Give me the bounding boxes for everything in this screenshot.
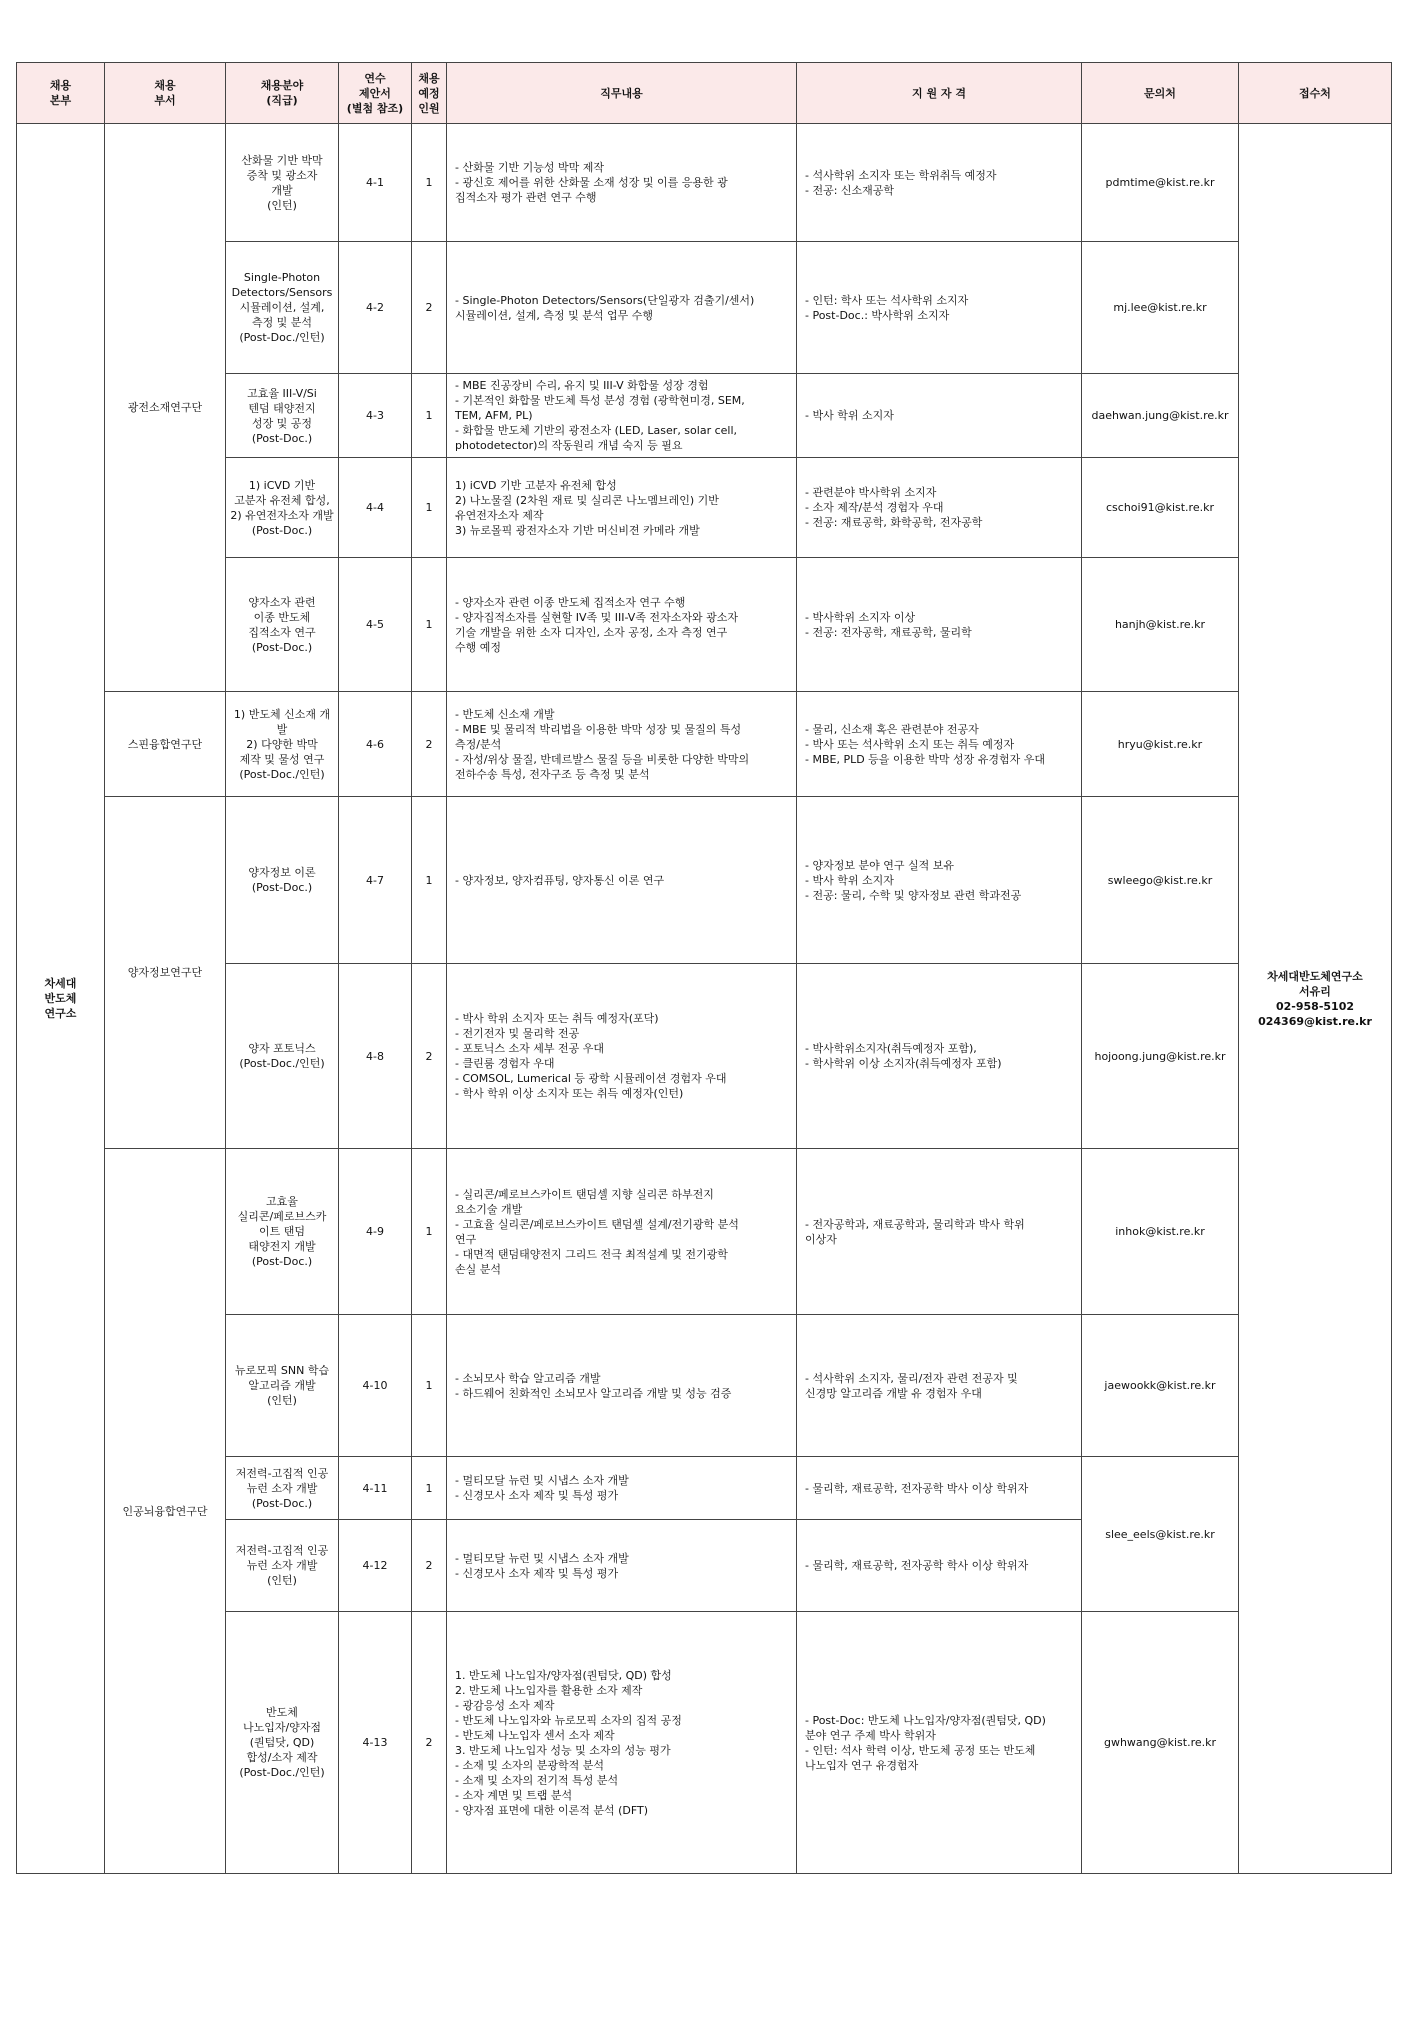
ref-cell: 4-10	[339, 1315, 412, 1457]
header-row	[17, 63, 1392, 124]
ref-cell: 4-5	[339, 558, 412, 692]
qual-cell: - 물리, 신소재 혹은 관련분야 전공자 - 박사 또는 석사학위 소지 또는 취득 예정자 - MBE, PLD 등을 이용한 박막 성장 유경험자 우대	[797, 692, 1082, 797]
contact-email[interactable]: hanjh@kist.re.kr	[1082, 558, 1239, 692]
qual-cell: - 석사학위 소지자, 물리/전자 관련 전공자 및 신경망 알고리즘 개발 유 경험자 우대	[797, 1315, 1082, 1457]
count-cell: 2	[412, 242, 447, 374]
ref-cell: 4-12	[339, 1520, 412, 1612]
count-cell: 1	[412, 1457, 447, 1520]
duty-cell: - 실리콘/페로브스카이트 탠덤셀 지향 실리콘 하부전지 요소기술 개발 - 고효율 실리콘/페로브스카이트 탠덤셀 설계/전기광학 분석 연구 - 대면적 탠덤태양전지 그리드 전극 최적설계 및 전기광학 손실 분석	[447, 1149, 797, 1315]
field-cell: 고효율 III-V/Si 텐덤 태양전지 성장 및 공정 (Post-Doc.)	[226, 374, 339, 458]
ref-cell: 4-4	[339, 458, 412, 558]
header-hq: 채용 본부	[17, 63, 105, 124]
header-count: 채용 예정 인원	[412, 63, 447, 124]
hq-cell: 차세대 반도체 연구소	[17, 124, 105, 1874]
field-cell: 1) 반도체 신소재 개발 2) 다양한 박막 제작 및 물성 연구 (Post-Doc./인턴)	[226, 692, 339, 797]
count-cell: 2	[412, 692, 447, 797]
qual-cell: - 양자정보 분야 연구 실적 보유 - 박사 학위 소지자 - 전공: 물리, 수학 및 양자정보 관련 학과전공	[797, 797, 1082, 964]
field-cell: 1) iCVD 기반 고분자 유전체 합성, 2) 유연전자소자 개발 (Post-Doc.)	[226, 458, 339, 558]
contact-email[interactable]: hojoong.jung@kist.re.kr	[1082, 964, 1239, 1149]
table-row	[17, 797, 1392, 964]
count-cell: 1	[412, 124, 447, 242]
qual-cell: - 인턴: 학사 또는 석사학위 소지자 - Post-Doc.: 박사학위 소지자	[797, 242, 1082, 374]
count-cell: 1	[412, 1315, 447, 1457]
ref-cell: 4-9	[339, 1149, 412, 1315]
header-duty: 직무내용	[447, 63, 797, 124]
field-cell: 양자정보 이론 (Post-Doc.)	[226, 797, 339, 964]
field-cell: 반도체 나노입자/양자점 (퀀텀닷, QD) 합성/소자 제작 (Post-Doc./인턴)	[226, 1612, 339, 1874]
table-row	[17, 692, 1392, 797]
field-cell: 뉴로모픽 SNN 학습 알고리즘 개발 (인턴)	[226, 1315, 339, 1457]
dept-cell: 인공뇌융합연구단	[105, 1149, 226, 1874]
contact-email[interactable]: swleego@kist.re.kr	[1082, 797, 1239, 964]
duty-cell: 1) iCVD 기반 고분자 유전체 합성 2) 나노물질 (2차원 재료 및 실리콘 나노멤브레인) 기반 유연전자소자 제작 3) 뉴로몰픽 광전자소자 기반 머신비젼 카메라 개발	[447, 458, 797, 558]
qual-cell: - 물리학, 재료공학, 전자공학 학사 이상 학위자	[797, 1520, 1082, 1612]
count-cell: 1	[412, 1149, 447, 1315]
count-cell: 1	[412, 458, 447, 558]
qual-cell: - 석사학위 소지자 또는 학위취득 예정자 - 전공: 신소재공학	[797, 124, 1082, 242]
field-cell: 양자소자 관련 이종 반도체 집적소자 연구 (Post-Doc.)	[226, 558, 339, 692]
duty-cell: - 양자소자 관련 이종 반도체 집적소자 연구 수행 - 양자집적소자를 실현할 IV족 및 III-V족 전자소자와 광소자 기술 개발을 위한 소자 디자인, 소자 공정, 소자 측정 연구 수행 예정	[447, 558, 797, 692]
recruitment-table	[16, 62, 1392, 1874]
receiver-cell: 차세대반도체연구소 서유리 02-958-5102 024369@kist.re.kr	[1239, 124, 1392, 1874]
count-cell: 1	[412, 374, 447, 458]
qual-cell: - 박사학위소지자(취득예정자 포함), - 학사학위 이상 소지자(취득예정자 포함)	[797, 964, 1082, 1149]
header-contact: 문의처	[1082, 63, 1239, 124]
ref-cell: 4-7	[339, 797, 412, 964]
duty-cell: - 반도체 신소재 개발 - MBE 및 물리적 박리법을 이용한 박막 성장 및 물질의 특성 측정/분석 - 자성/위상 물질, 반데르발스 물질 등을 비롯한 다양한 박막의 전하수송 특성, 전자구조 등 측정 및 분석	[447, 692, 797, 797]
ref-cell: 4-3	[339, 374, 412, 458]
qual-cell: - 박사 학위 소지자	[797, 374, 1082, 458]
dept-cell: 광전소재연구단	[105, 124, 226, 692]
dept-cell: 스핀융합연구단	[105, 692, 226, 797]
field-cell: Single-Photon Detectors/Sensors 시뮬레이션, 설계, 측정 및 분석 (Post-Doc./인턴)	[226, 242, 339, 374]
qual-cell: - 관련분야 박사학위 소지자 - 소자 제작/분석 경험자 우대 - 전공: 재료공학, 화학공학, 전자공학	[797, 458, 1082, 558]
ref-cell: 4-6	[339, 692, 412, 797]
duty-cell: - 양자정보, 양자컴퓨팅, 양자통신 이론 연구	[447, 797, 797, 964]
duty-cell: - 산화물 기반 기능성 박막 제작 - 광신호 제어를 위한 산화물 소재 성장 및 이를 응용한 광 집적소자 평가 관련 연구 수행	[447, 124, 797, 242]
qual-cell: - 박사학위 소지자 이상 - 전공: 전자공학, 재료공학, 물리학	[797, 558, 1082, 692]
contact-email[interactable]: jaewookk@kist.re.kr	[1082, 1315, 1239, 1457]
duty-cell: - MBE 진공장비 수리, 유지 및 III-V 화합물 성장 경험 - 기본적인 화합물 반도체 특성 분성 경험 (광학현미경, SEM, TEM, AFM, PL) - 화합물 반도체 기반의 광전소자 (LED, Laser, solar cell, photodetector)의 작동원리 개념 숙지 등 필요	[447, 374, 797, 458]
field-cell: 양자 포토닉스 (Post-Doc./인턴)	[226, 964, 339, 1149]
table-row	[17, 1149, 1392, 1315]
count-cell: 2	[412, 964, 447, 1149]
contact-email[interactable]: cschoi91@kist.re.kr	[1082, 458, 1239, 558]
field-cell: 저전력-고집적 인공 뉴런 소자 개발 (Post-Doc.)	[226, 1457, 339, 1520]
duty-cell: 1. 반도체 나노입자/양자점(퀀텀닷, QD) 합성 2. 반도체 나노입자를 활용한 소자 제작 - 광감응성 소자 제작 - 반도체 나노입자와 뉴로모픽 소자의 집적 공정 - 반도체 나노입자 센서 소자 제작 3. 반도체 나노입자 성능 및 소자의 성능 평가 - 소재 및 소자의 분광학적 분석 - 소재 및 소자의 전기적 특성 분석 - 소자 계면 및 트랩 분석 - 양자점 표면에 대한 이론적 분석 (DFT)	[447, 1612, 797, 1874]
header-dept: 채용 부서	[105, 63, 226, 124]
duty-cell: - 박사 학위 소지자 또는 취득 예정자(포닥) - 전기전자 및 물리학 전공 - 포토닉스 소자 세부 전공 우대 - 클린룸 경험자 우대 - COMSOL, Lumerical 등 광학 시뮬레이션 경험자 우대 - 학사 학위 이상 소지자 또는 취득 예정자(인턴)	[447, 964, 797, 1149]
count-cell: 2	[412, 1612, 447, 1874]
qual-cell: - 물리학, 재료공학, 전자공학 박사 이상 학위자	[797, 1457, 1082, 1520]
qual-cell: - 전자공학과, 재료공학과, 물리학과 박사 학위 이상자	[797, 1149, 1082, 1315]
contact-email[interactable]: pdmtime@kist.re.kr	[1082, 124, 1239, 242]
field-cell: 고효율 실리콘/페로브스카 이트 탠덤 태양전지 개발 (Post-Doc.)	[226, 1149, 339, 1315]
qual-cell: - Post-Doc: 반도체 나노입자/양자점(퀀텀닷, QD) 분야 연구 주제 박사 학위자 - 인턴: 석사 학력 이상, 반도체 공정 또는 반도체 나노입자 연구 유경험자	[797, 1612, 1082, 1874]
duty-cell: - 소뇌모사 학습 알고리즘 개발 - 하드웨어 친화적인 소뇌모사 알고리즘 개발 및 성능 검증	[447, 1315, 797, 1457]
contact-email[interactable]: mj.lee@kist.re.kr	[1082, 242, 1239, 374]
count-cell: 1	[412, 558, 447, 692]
ref-cell: 4-8	[339, 964, 412, 1149]
contact-email[interactable]: daehwan.jung@kist.re.kr	[1082, 374, 1239, 458]
field-cell: 산화물 기반 박막 증착 및 광소자 개발 (인턴)	[226, 124, 339, 242]
duty-cell: - 멀티모달 뉴런 및 시냅스 소자 개발 - 신경모사 소자 제작 및 특성 평가	[447, 1520, 797, 1612]
ref-cell: 4-2	[339, 242, 412, 374]
header-qual: 지 원 자 격	[797, 63, 1082, 124]
contact-email[interactable]: gwhwang@kist.re.kr	[1082, 1612, 1239, 1874]
count-cell: 1	[412, 797, 447, 964]
count-cell: 2	[412, 1520, 447, 1612]
duty-cell: - 멀티모달 뉴런 및 시냅스 소자 개발 - 신경모사 소자 제작 및 특성 평가	[447, 1457, 797, 1520]
table-row	[17, 124, 1392, 242]
header-ref: 연수 제안서 (별첨 참조)	[339, 63, 412, 124]
field-cell: 저전력-고집적 인공 뉴런 소자 개발 (인턴)	[226, 1520, 339, 1612]
contact-email[interactable]: inhok@kist.re.kr	[1082, 1149, 1239, 1315]
header-receiver: 접수처	[1239, 63, 1392, 124]
ref-cell: 4-13	[339, 1612, 412, 1874]
dept-cell: 양자정보연구단	[105, 797, 226, 1149]
duty-cell: - Single-Photon Detectors/Sensors(단일광자 검출기/센서) 시뮬레이션, 설계, 측정 및 분석 업무 수행	[447, 242, 797, 374]
ref-cell: 4-11	[339, 1457, 412, 1520]
contact-email[interactable]: slee_eels@kist.re.kr	[1082, 1457, 1239, 1612]
ref-cell: 4-1	[339, 124, 412, 242]
contact-email[interactable]: hryu@kist.re.kr	[1082, 692, 1239, 797]
header-field: 채용분야 (직급)	[226, 63, 339, 124]
